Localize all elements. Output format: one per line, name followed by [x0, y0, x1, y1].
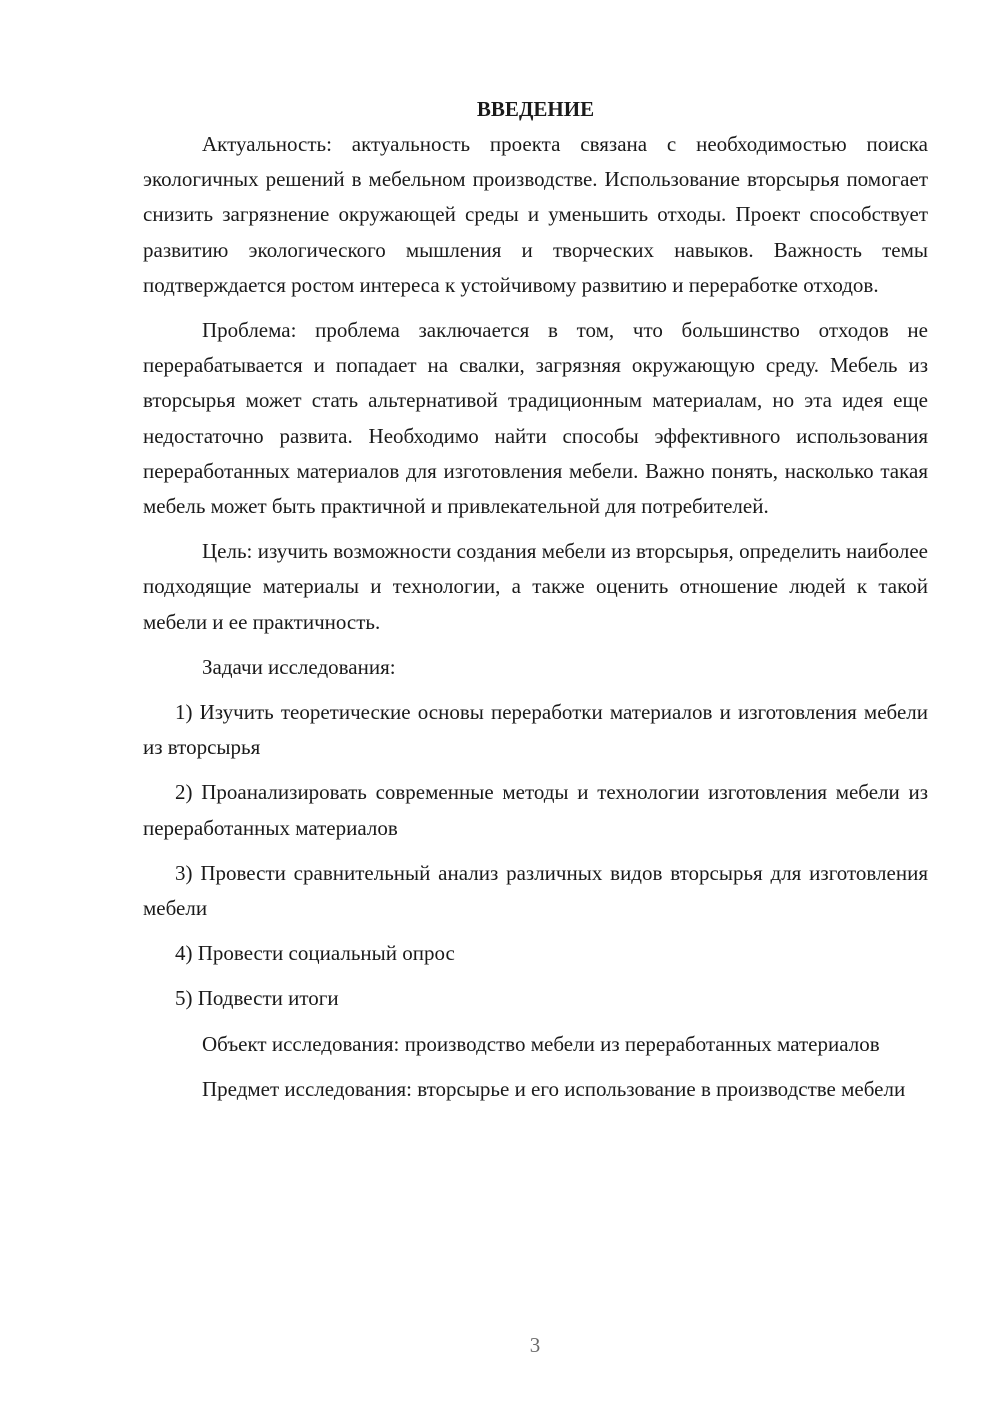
object-paragraph: Объект исследования: производство мебели из переработанных материалов [202, 1031, 880, 1056]
document-page [143, 92, 928, 1107]
goal-paragraph: Цель: изучить возможности создания мебели из вторсырья, определить наиболее подходящие материалы и технологии, а также оценить отношение людей к такой мебели и ее практичность. [143, 539, 928, 634]
section-title: ВВЕДЕНИЕ [476, 97, 595, 121]
tasks-heading: Задачи исследования: [202, 654, 396, 679]
subject-paragraph: Предмет исследования: вторсырье и его использование в производстве мебели [202, 1076, 906, 1101]
task-item-5: 5) Подвести итоги [175, 986, 339, 1011]
page-number: 3 [529, 1333, 541, 1357]
task-item-3: 3) Провести сравнительный анализ различных видов вторсырья для изготовления мебели [143, 860, 928, 921]
task-item-2: 2) Проанализировать современные методы и технологии изготовления мебели из переработанных материалов [143, 780, 928, 840]
task-item-4: 4) Провести социальный опрос [175, 941, 455, 966]
relevance-paragraph: Актуальность: актуальность проекта связана с необходимостью поиска экологичных решений в мебельном производстве. Использование вторсырья помогает снизить загрязнение окружающей среды и уменьшить отходы. Проект способствует развитию экологического мышления и творческих навыков. Важность темы подтверждается ростом интереса к устойчивому развитию и переработке отходов. [143, 132, 928, 297]
task-item-1: 1) Изучить теоретические основы переработки материалов и изготовления мебели из вторсырья [143, 700, 928, 760]
problem-paragraph: Проблема: проблема заключается в том, что большинство отходов не перерабатывается и попадает на свалки, загрязняя окружающую среду. Мебель из вторсырья может стать альтернативой традиционным материалам, но эта идея еще недостаточно развита. Необходимо найти способы эффективного использования переработанных материалов для изготовления мебели. Важно понять, насколько такая мебель может быть практичной и привлекательной для потребителей. [143, 318, 928, 519]
